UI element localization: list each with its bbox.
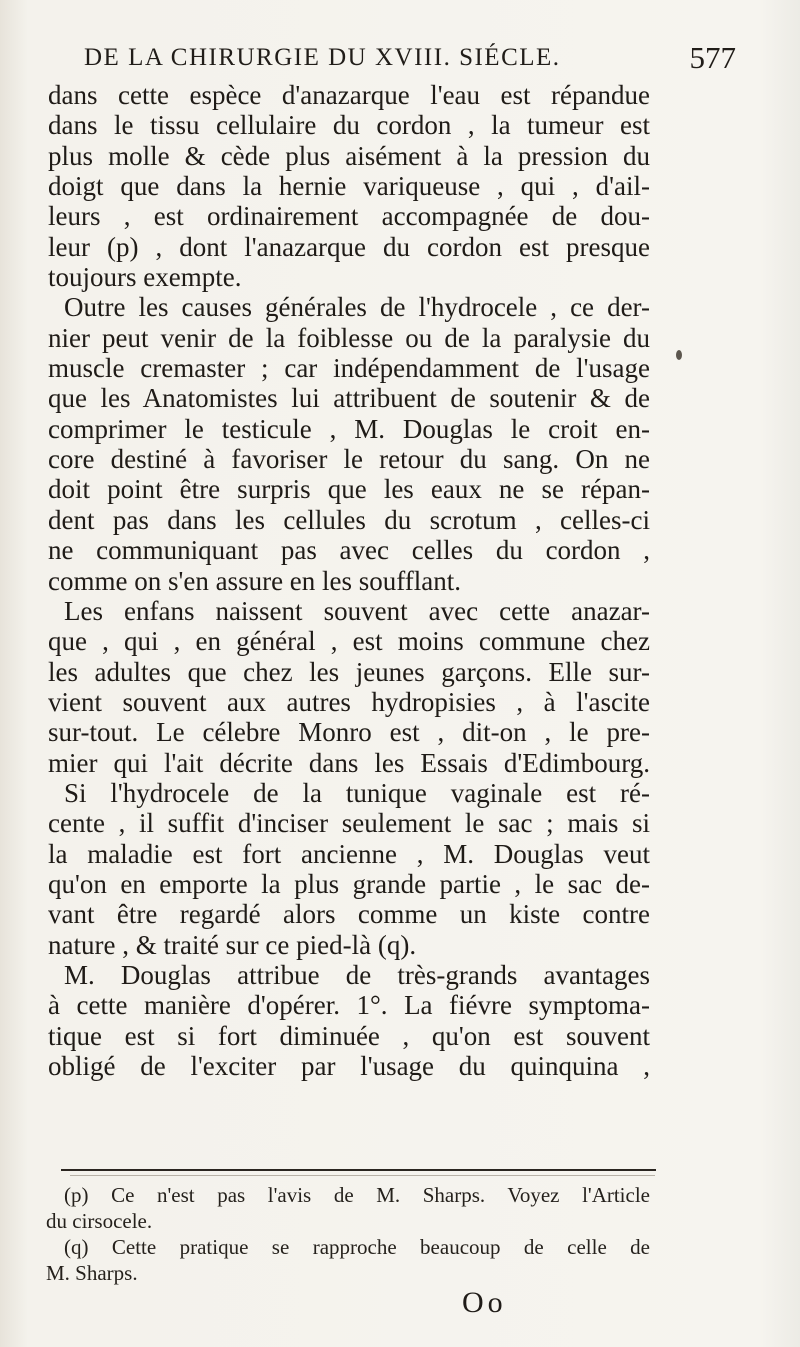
footnote-q-continuation: M. Sharps. [46,1261,138,1285]
paragraph-start-line: Les enfans naissent souvent avec cette anazar- [64,595,650,626]
text-line: toujours exempte. [48,262,242,293]
running-head: DE LA CHIRURGIE DU XVIII. SIÉCLE. [84,44,561,71]
paragraph-start-line: M. Douglas attribue de très-grands avantages [64,959,650,990]
text-line: doigt que dans la hernie variqueuse , qui , d'ail- [48,171,650,202]
text-line: à cette manière d'opérer. 1°. La fiévre symptoma- [48,990,650,1021]
text-line: ne communiquant pas avec celles du cordon , [48,535,650,566]
margin-ink-mark [676,350,682,360]
footnote-q: (q) Cette pratique se rapproche beaucoup de celle de [64,1235,650,1259]
page-number: 577 [689,40,736,75]
text-line: vant être regardé alors comme un kiste contre [48,899,650,930]
text-line: que , qui , en général , est moins commune chez [48,626,650,657]
text-line: nature , & traité sur ce pied-là (q). [48,929,417,960]
text-line: mier qui l'ait décrite dans les Essais d'Edimbourg. [48,747,650,778]
footnote-p: (p) Ce n'est pas l'avis de M. Sharps. Voyez l'Article [64,1183,650,1207]
text-line: comme on s'en assure en les soufflant. [48,565,462,596]
footnote-p-continuation: du cirsocele. [46,1209,153,1233]
text-line: comprimer le testicule , M. Douglas le croit en- [48,413,650,444]
paragraph-start-line: Outre les causes générales de l'hydrocele , ce der- [64,292,650,323]
text-line: les adultes que chez les jeunes garçons. Elle sur- [48,656,650,687]
text-line: nier peut venir de la foiblesse ou de la paralysie du [48,322,650,353]
page-header [84,40,744,82]
text-line: la maladie est fort ancienne , M. Douglas veut [48,838,650,869]
text-line: doit point être surpris que les eaux ne se répan- [48,474,650,505]
text-line: dent pas dans les cellules du scrotum , celles-ci [48,504,650,535]
footnote-rule-secondary [70,1175,655,1176]
text-line: tique est si fort diminuée , qu'on est souvent [48,1020,650,1051]
text-line: muscle cremaster ; car indépendamment de l'usage [48,353,650,384]
text-line: qu'on en emporte la plus grande partie , le sac de- [48,868,650,899]
text-line: core destiné à favoriser le retour du sang. On ne [48,444,650,475]
text-line: leurs , est ordinairement accompagnée de dou- [48,201,650,232]
footnote-rule [61,1169,656,1171]
footnotes [46,1182,650,1286]
paragraph-start-line: Si l'hydrocele de la tunique vaginale est ré- [64,777,650,808]
text-line: vient souvent aux autres hydropisies , à l'ascite [48,686,650,717]
signature-mark: Oo [462,1286,507,1319]
main-text [48,80,650,1081]
text-line: dans le tissu cellulaire du cordon , la tumeur est [48,110,650,141]
text-line: plus molle & cède plus aisément à la pression du [48,140,650,171]
text-line: cente , il suffit d'inciser seulement le sac ; mais si [48,808,650,839]
text-line: sur-tout. Le célebre Monro est , dit-on , le pre- [48,717,650,748]
text-line: leur (p) , dont l'anazarque du cordon est presque [48,231,650,262]
text-line: dans cette espèce d'anazarque l'eau est répandue [48,80,650,110]
text-line: obligé de l'exciter par l'usage du quinquina , [48,1051,650,1081]
text-line: que les Anatomistes lui attribuent de soutenir & de [48,383,650,414]
